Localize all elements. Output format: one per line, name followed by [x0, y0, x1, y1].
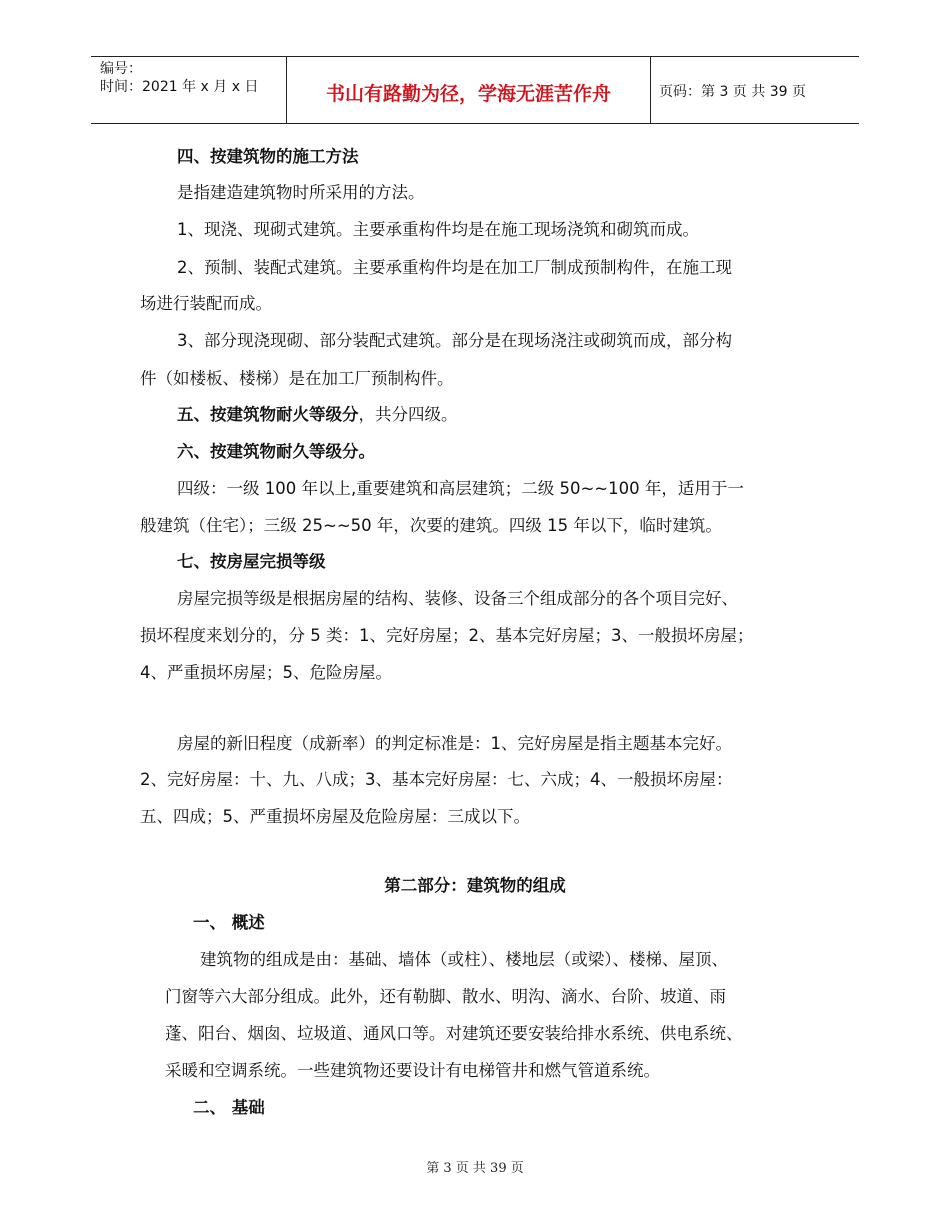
paragraph-line: 般建筑（住宅）；三级 25~~50 年，次要的建筑。四级 15 年以下，临时建筑。 — [140, 516, 722, 535]
paragraph-line: 房屋完损等级是根据房屋的结构、装修、设备三个组成部分的各个项目完好、 — [177, 589, 738, 608]
time-label: 时间：2021 年 x 月 x 日 — [100, 79, 259, 95]
paragraph-line: 2、完好房屋：十、九、八成；3、基本完好房屋：七、六成；4、一般损坏房屋： — [140, 770, 733, 789]
paragraph-line: 场进行装配而成。 — [140, 294, 272, 313]
paragraph-line: 是指建造建筑物时所采用的方法。 — [177, 183, 425, 202]
section-heading-overview: 一、 概述 — [193, 913, 265, 932]
section-heading-durability: 六、按建筑物耐久等级分。 — [177, 442, 375, 461]
paragraph-line: 件（如楼板、楼梯）是在加工厂预制构件。 — [140, 369, 454, 388]
header-page-info: 页码：第 3 页 共 39 页 — [659, 84, 806, 100]
fire-rating-bold: 五、按建筑物耐火等级分 — [177, 405, 359, 424]
header-meta-cell — [91, 57, 286, 123]
page-header — [91, 56, 859, 124]
paragraph-line: 五、四成；5、严重损坏房屋及危险房屋：三成以下。 — [140, 807, 530, 826]
section-heading-foundation: 二、 基础 — [193, 1098, 265, 1117]
header-motto-cell — [286, 57, 651, 123]
paragraph-line: 蓬、阳台、烟囱、垃圾道、通风口等。对建筑还要安装给排水系统、供电系统、 — [165, 1024, 743, 1043]
motto-text: 书山有路勤为径，学海无涯苦作舟 — [325, 83, 611, 105]
paragraph-line: 四级：一级 100 年以上,重要建筑和高层建筑；二级 50~~100 年，适用于一 — [177, 479, 744, 498]
header-page-cell — [650, 57, 859, 123]
paragraph-line: 2、预制、装配式建筑。主要承重构件均是在加工厂制成预制构件，在施工现 — [177, 258, 732, 277]
paragraph-line: 房屋的新旧程度（成新率）的判定标准是：1、完好房屋是指主题基本完好。 — [177, 734, 732, 753]
paragraph-line: 门窗等六大部分组成。此外，还有勒脚、散水、明沟、滴水、台阶、坡道、雨 — [165, 987, 726, 1006]
serial-label: 编号： — [100, 61, 142, 77]
section-heading-fire-rating — [177, 404, 458, 426]
paragraph-line: 1、现浇、现砌式建筑。主要承重构件均是在施工现场浇筑和砌筑而成。 — [177, 220, 699, 239]
section-heading-damage-grade: 七、按房屋完损等级 — [177, 552, 326, 571]
paragraph-line: 4、严重损坏房屋；5、危险房屋。 — [140, 663, 392, 682]
fire-rating-rest: ，共分四级。 — [358, 405, 458, 424]
paragraph-line: 建筑物的组成是由：基础、墙体（或柱）、楼地层（或梁）、楼梯、屋顶、 — [200, 950, 728, 969]
part-title: 第二部分：建筑物的组成 — [384, 876, 566, 895]
paragraph-line: 损坏程度来划分的，分 5 类：1、完好房屋；2、基本完好房屋；3、一般损坏房屋； — [140, 626, 754, 645]
page-footer: 第 3 页 共 39 页 — [426, 1161, 524, 1176]
paragraph-line: 3、部分现浇现砌、部分装配式建筑。部分是在现场浇注或砌筑而成，部分构 — [177, 331, 732, 350]
paragraph-line: 采暖和空调系统。一些建筑物还要设计有电梯管井和燃气管道系统。 — [165, 1061, 660, 1080]
section-heading-construction-method: 四、按建筑物的施工方法 — [177, 147, 359, 166]
